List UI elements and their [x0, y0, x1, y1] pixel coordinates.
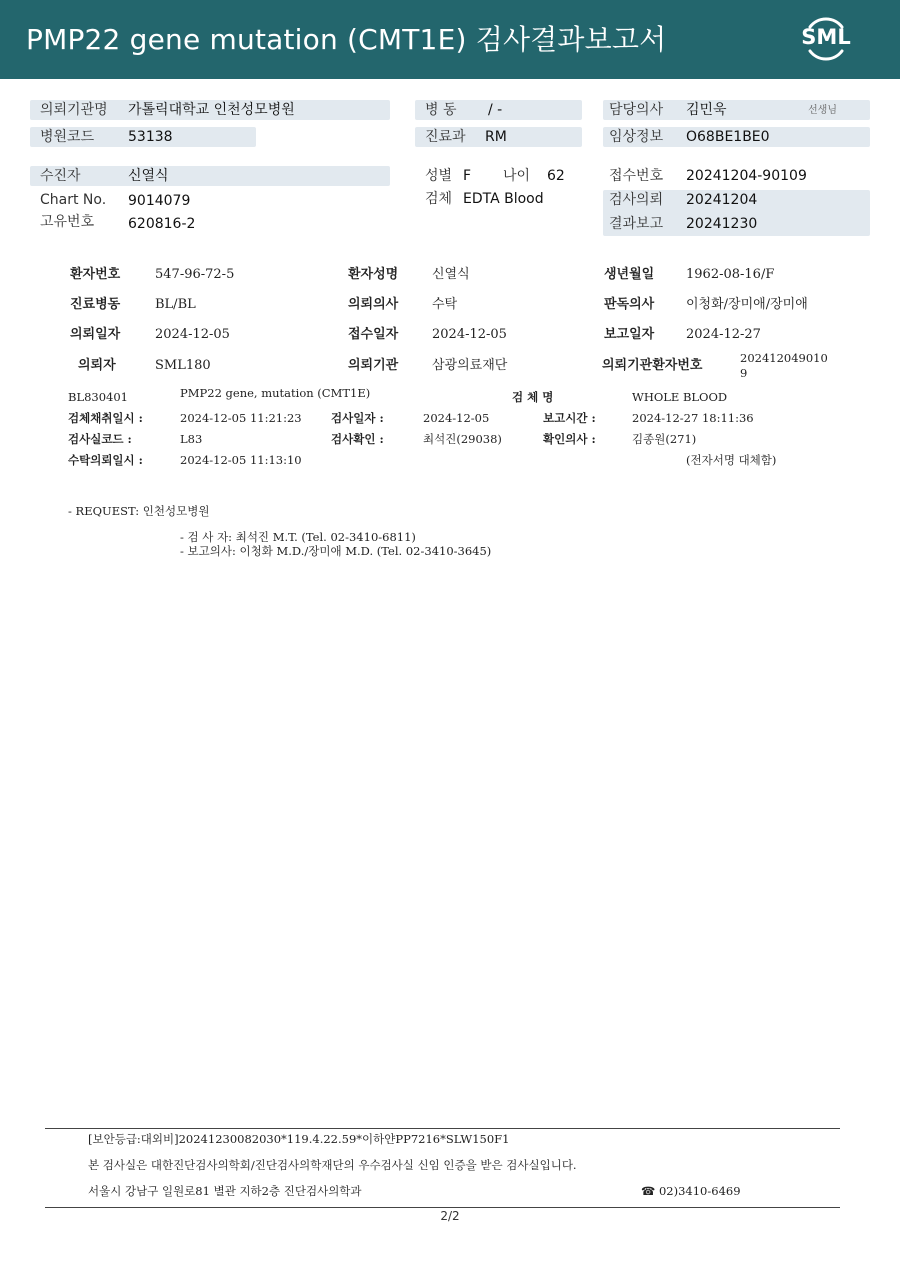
rcv-date-value: 2024-12-05 — [432, 327, 507, 342]
requester-label: 의뢰자 — [78, 358, 116, 373]
report-time-value: 2024-12-27 18:11:36 — [632, 411, 754, 425]
reader-value: 이청화/장미애/장미애 — [686, 297, 808, 312]
cert-line: 본 검사실은 대한진단검사의학회/진단검사의학재단의 우수검사실 신임 인증을 받은 검사실입니다. — [88, 1158, 577, 1172]
order-label: 수탁의뢰일시 : — [68, 453, 143, 467]
confirm-label: 검사확인 : — [331, 432, 384, 446]
confirm-doc-value: 김종원(271) — [632, 432, 697, 446]
patient-no-value: 547-96-72-5 — [155, 267, 235, 282]
rep-date-label: 보고일자 — [604, 327, 655, 342]
test-date-label: 검사일자 : — [331, 411, 384, 425]
hospcode-value: 53138 — [128, 129, 173, 145]
ward-detail-label: 진료병동 — [70, 297, 121, 312]
doctor-label: 담당의사 — [609, 102, 664, 118]
order-value: 2024-12-05 11:13:10 — [180, 453, 302, 467]
reception-label: 접수번호 — [609, 168, 664, 184]
birth-label: 생년월일 — [604, 267, 655, 282]
clinical-value: O68BE1BE0 — [686, 129, 770, 145]
doctor-suffix: 선생님 — [808, 105, 837, 116]
request-line1: - 검 사 자: 최석진 M.T. (Tel. 02-3410-6811) — [180, 530, 416, 544]
patient-name-label: 환자성명 — [348, 267, 399, 282]
reception-value: 20241204-90109 — [686, 168, 807, 184]
dept-value: RM — [485, 129, 507, 145]
specimen-value: EDTA Blood — [463, 191, 544, 207]
institution-value: 가톨릭대학교 인천성모병원 — [128, 102, 295, 118]
inst-patient-no-label: 의뢰기관환자번호 — [602, 358, 703, 373]
hospcode-label: 병원코드 — [40, 129, 95, 145]
specimen-name-label: 검 체 명 — [512, 390, 554, 404]
req-date-value: 2024-12-05 — [155, 327, 230, 342]
report-header — [0, 0, 900, 79]
requester-value: SML180 — [155, 358, 211, 373]
request-value: 20241204 — [686, 192, 758, 208]
age-label: 나이 — [503, 168, 531, 184]
phone-line: ☎ 02)3410-6469 — [641, 1184, 741, 1198]
request-line2: - 보고의사: 이청화 M.D./장미애 M.D. (Tel. 02-3410-3645) — [180, 544, 492, 558]
ref-doctor-value: 수탁 — [432, 297, 458, 312]
chart-label: Chart No. — [40, 192, 107, 208]
esign-note: (전자서명 대체함) — [686, 453, 777, 467]
sex-label: 성별 — [425, 168, 453, 184]
unique-label: 고유번호 — [40, 214, 95, 230]
collect-value: 2024-12-05 11:21:23 — [180, 411, 302, 425]
ref-inst-value: 삼광의료재단 — [432, 358, 508, 373]
ref-inst-label: 의뢰기관 — [348, 358, 399, 373]
rep-date-value: 2024-12-27 — [686, 327, 761, 342]
age-value: 62 — [547, 168, 565, 184]
dept-label: 진료과 — [425, 129, 466, 145]
inst-patient-no-line1: 202412049010 — [740, 351, 828, 365]
security-line: [보안등급:대외비]20241230082030*119.4.22.59*이하얀PP7216*SLW150F1 — [88, 1132, 510, 1146]
test-name: PMP22 gene, mutation (CMT1E) — [180, 386, 371, 400]
report-value: 20241230 — [686, 216, 758, 232]
rcv-date-label: 접수일자 — [348, 327, 399, 342]
test-date-value: 2024-12-05 — [423, 411, 490, 425]
patient-no-label: 환자번호 — [70, 267, 121, 282]
address-line: 서울시 강남구 일원로81 별관 지하2층 진단검사의학과 — [88, 1184, 362, 1198]
confirm-value: 최석진(29038) — [423, 432, 502, 446]
footer-top-divider — [45, 1128, 840, 1129]
report-time-label: 보고시간 : — [543, 411, 596, 425]
ward-detail-value: BL/BL — [155, 297, 196, 312]
birth-value: 1962-08-16/F — [686, 267, 775, 282]
logo-text: SML — [801, 25, 851, 49]
clinical-label: 임상정보 — [609, 129, 664, 145]
sex-value: F — [463, 168, 472, 184]
institution-label: 의뢰기관명 — [40, 102, 108, 118]
doctor-value: 김민욱 — [686, 102, 727, 118]
specimen-label: 검체 — [425, 191, 453, 207]
patient-bg — [30, 166, 390, 186]
patient-label: 수진자 — [40, 168, 81, 184]
room-value: L83 — [180, 432, 203, 446]
ward-label: 병 동 — [425, 102, 457, 118]
room-label: 검사실코드 : — [68, 432, 132, 446]
ward-value: / - — [488, 102, 503, 118]
test-code: BL830401 — [68, 390, 128, 404]
report-label: 결과보고 — [609, 216, 664, 232]
unique-value: 620816-2 — [128, 216, 196, 232]
footer-bottom-divider — [45, 1207, 840, 1208]
specimen-name-value: WHOLE BLOOD — [632, 390, 728, 404]
report-title: PMP22 gene mutation (CMT1E) 검사결과보고서 — [26, 23, 667, 56]
patient-name-value: 신열식 — [432, 267, 470, 282]
confirm-doc-label: 확인의사 : — [543, 432, 596, 446]
request-title: - REQUEST: 인천성모병원 — [68, 504, 210, 518]
patient-value: 신열식 — [128, 168, 169, 184]
inst-patient-no-line2: 9 — [740, 366, 748, 380]
sml-logo — [800, 13, 852, 65]
collect-label: 검체채취일시 : — [68, 411, 143, 425]
req-date-label: 의뢰일자 — [70, 327, 121, 342]
ref-doctor-label: 의뢰의사 — [348, 297, 399, 312]
page-number: 2/2 — [440, 1209, 460, 1223]
chart-value: 9014079 — [128, 193, 191, 209]
reader-label: 판독의사 — [604, 297, 655, 312]
request-label: 검사의뢰 — [609, 192, 664, 208]
